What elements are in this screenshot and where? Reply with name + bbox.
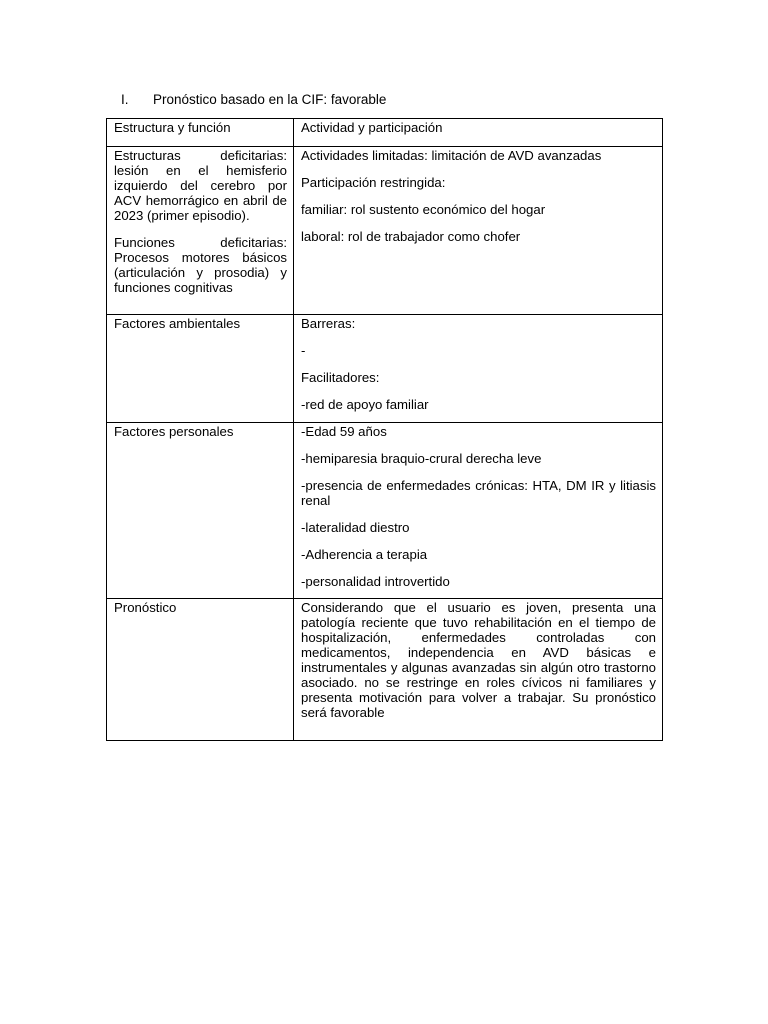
list-item: -Edad 59 años xyxy=(301,424,387,439)
table-header-row xyxy=(107,119,663,147)
cell-pronostico-label: Pronóstico xyxy=(107,599,294,741)
barreras-label: Barreras: xyxy=(301,316,356,331)
facilitadores-label: Facilitadores: xyxy=(301,370,380,385)
barreras-value: - xyxy=(301,343,306,358)
section-heading xyxy=(121,91,386,108)
table-row xyxy=(107,599,663,741)
cell-estructuras-funciones xyxy=(107,147,294,315)
header-cell-estructura: Estructura y función xyxy=(107,119,294,147)
facilitadores-value: -red de apoyo familiar xyxy=(301,397,429,412)
pronostico-text: Considerando que el usuario es joven, presenta una patología reciente que tuvo rehabilitación en el tiempo de hospitalización, enfermedades controladas con medicamentos, independencia en AVD básicas e instrumentales y algunas avanzadas sin algún otro trastorno asociado. no se restringe en roles cívicos ni familiares y presenta motivación para volver a trabajar. Su pronóstico será favorable xyxy=(301,600,656,720)
table-row xyxy=(107,423,663,599)
header-cell-actividad: Actividad y participación xyxy=(294,119,663,147)
section-title: Pronóstico basado en la CIF: favorable xyxy=(153,92,387,107)
list-item: -hemiparesia braquio-crural derecha leve xyxy=(301,451,542,466)
list-item: -lateralidad diestro xyxy=(301,520,410,535)
cell-factores-ambientales-label: Factores ambientales xyxy=(107,315,294,423)
list-item: -presencia de enfermedades crónicas: HTA, DM IR y litiasis renal xyxy=(301,478,656,508)
section-number: I. xyxy=(121,92,129,107)
table-row xyxy=(107,315,663,423)
list-item: -personalidad introvertido xyxy=(301,574,450,589)
cell-pronostico xyxy=(294,599,663,741)
cell-factores-personales-label: Factores personales xyxy=(107,423,294,599)
cell-factores-ambientales xyxy=(294,315,663,423)
participacion-restringida-label: Participación restringida: xyxy=(301,175,446,190)
funciones-deficitarias-text: Funciones deficitarias: Procesos motores básicos (articulación y prosodia) y funciones cognitivas xyxy=(114,235,287,295)
estructuras-deficitarias-text: Estructuras deficitarias: lesión en el hemisferio izquierdo del cerebro por ACV hemorrágico en abril de 2023 (primer episodio). xyxy=(114,148,287,223)
cell-actividad-participacion xyxy=(294,147,663,315)
participacion-familiar-text: familiar: rol sustento económico del hogar xyxy=(301,202,546,217)
list-item: -Adherencia a terapia xyxy=(301,547,428,562)
cell-factores-personales xyxy=(294,423,663,599)
table-row xyxy=(107,147,663,315)
actividades-limitadas-text: Actividades limitadas: limitación de AVD avanzadas xyxy=(301,148,602,163)
participacion-laboral-text: laboral: rol de trabajador como chofer xyxy=(301,229,521,244)
cif-table xyxy=(106,118,663,741)
